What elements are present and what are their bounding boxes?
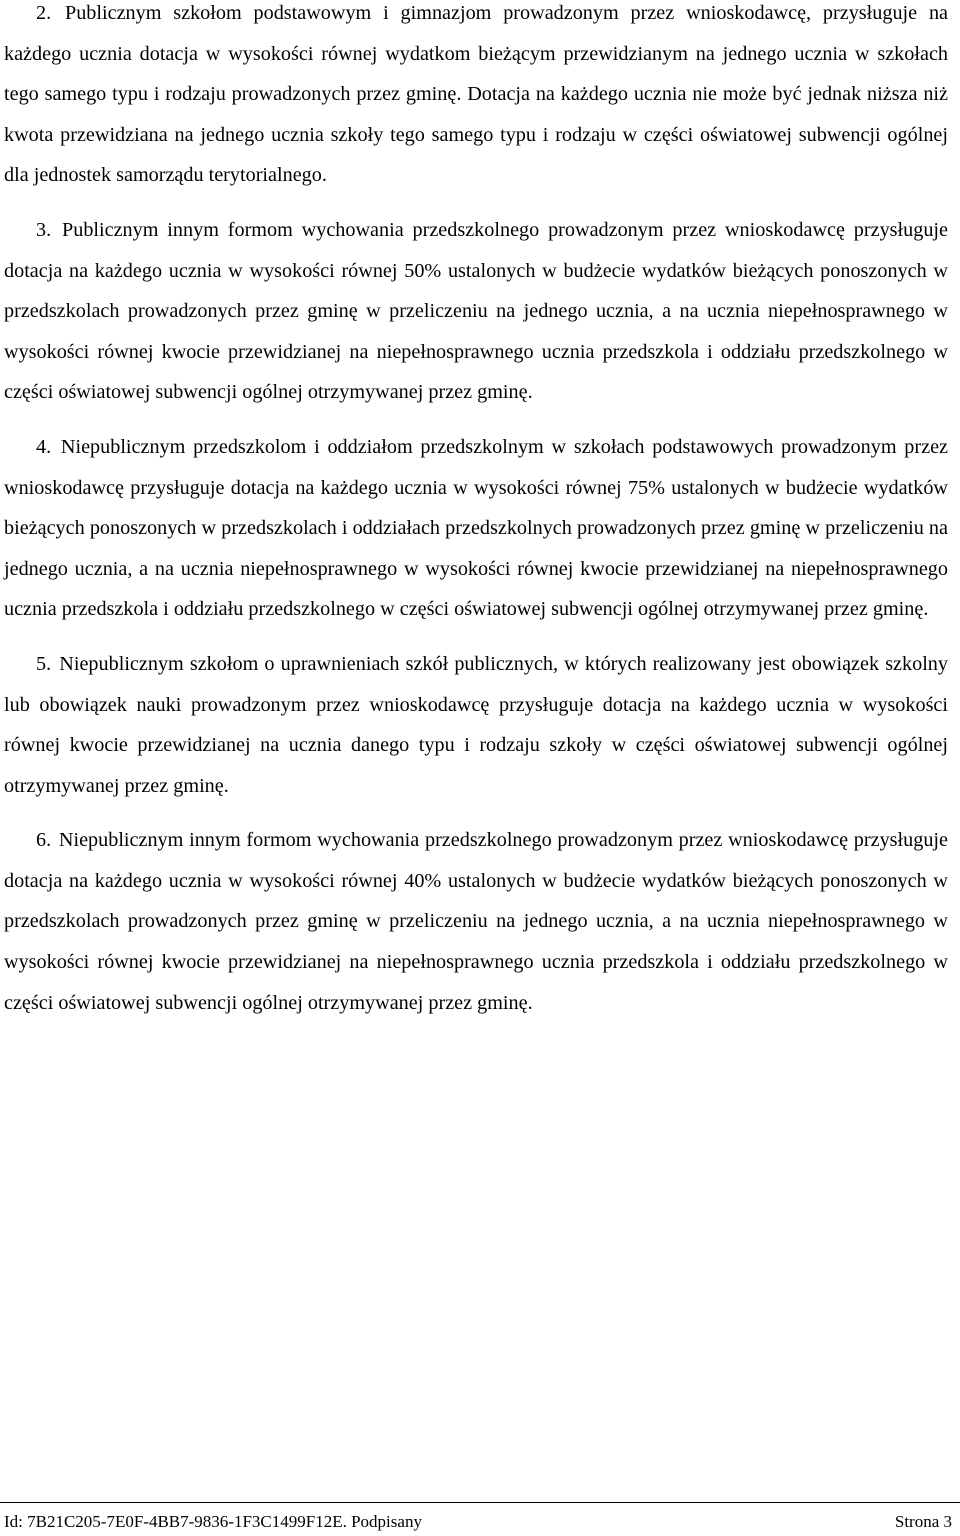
paragraph-number: 6.	[36, 829, 52, 852]
page-footer	[4, 1512, 952, 1532]
paragraph-text: Niepublicznym innym formom wychowania przedszkolnego prowadzonym przez wnioskodawcę przysługuje dotacja na każdego ucznia w wysokości równej 40% ustalonych w budżecie wydatków bieżących ponoszonych w przedszkolach prowadzonych przez gminę w przeliczeniu na jednego ucznia, a na ucznia niepełnosprawnego w wysokości równej kwocie przewidzianej na niepełnosprawnego ucznia przedszkola i oddziału przedszkolnego w części oświatowej subwencji ogólnej otrzymywanej przez gminę.	[4, 829, 948, 1014]
paragraph-number: 4.	[36, 435, 52, 458]
paragraph-5	[4, 644, 948, 806]
paragraph-2	[4, 0, 948, 196]
document-body	[4, 0, 948, 1037]
paragraph-number: 2.	[36, 2, 52, 24]
paragraph-3	[4, 210, 948, 413]
page-number: Strona 3	[894, 1512, 952, 1531]
paragraph-text: Publicznym innym formom wychowania przedszkolnego prowadzonym przez wnioskodawcę przysługuje dotacja na każdego ucznia w wysokości równej 50% ustalonych w budżecie wydatków bieżących ponoszonych w przedszkolach prowadzonych przez gminę w przeliczeniu na jednego ucznia, a na ucznia niepełnosprawnego w wysokości równej kwocie przewidzianej na niepełnosprawnego ucznia przedszkola i oddziału przedszkolnego w części oświatowej subwencji ogólnej otrzymywanej przez gminę.	[4, 218, 948, 404]
paragraph-text: Niepublicznym przedszkolom i oddziałom przedszkolnym w szkołach podstawowych prowadzonym przez wnioskodawcę przysługuje dotacja na każdego ucznia w wysokości równej 75% ustalonych w budżecie wydatków bieżących ponoszonych w przedszkolach i oddziałach przedszkolnych prowadzonych przez gminę w przeliczeniu na jednego ucznia, a na ucznia niepełnosprawnego w wysokości równej kwocie przewidzianej na niepełnosprawnego ucznia przedszkola i oddziału przedszkolnego w części oświatowej subwencji ogólnej otrzymywanej przez gminę.	[4, 435, 948, 621]
paragraph-text: Publicznym szkołom podstawowym i gimnazjom prowadzonym przez wnioskodawcę, przysługuje na każdego ucznia dotacja w wysokości równej wydatkom bieżącym przewidzianym na jednego ucznia w szkołach tego samego typu i rodzaju prowadzonych przez gminę. Dotacja na każdego ucznia nie może być jednak niższa niż kwota przewidziana na jednego ucznia szkoły tego samego typu i rodzaju w części oświatowej subwencji ogólnej dla jednostek samorządu terytorialnego.	[4, 2, 949, 187]
paragraph-6	[4, 820, 948, 1023]
paragraph-number: 5.	[36, 652, 52, 675]
paragraph-text: Niepublicznym szkołom o uprawnieniach szkół publicznych, w których realizowany jest obowiązek szkolny lub obowiązek nauki prowadzonym przez wnioskodawcę przysługuje dotacja na każdego ucznia w wysokości równej kwocie przewidzianej na ucznia danego typu i rodzaju szkoły w części oświatowej subwencji ogólnej otrzymywanej przez gminę.	[4, 652, 948, 797]
paragraph-number: 3.	[36, 218, 52, 241]
document-id: Id: 7B21C205-7E0F-4BB7-9836-1F3C1499F12E. Podpisany	[4, 1512, 422, 1531]
paragraph-4	[4, 427, 948, 630]
footer-divider	[0, 1502, 960, 1503]
